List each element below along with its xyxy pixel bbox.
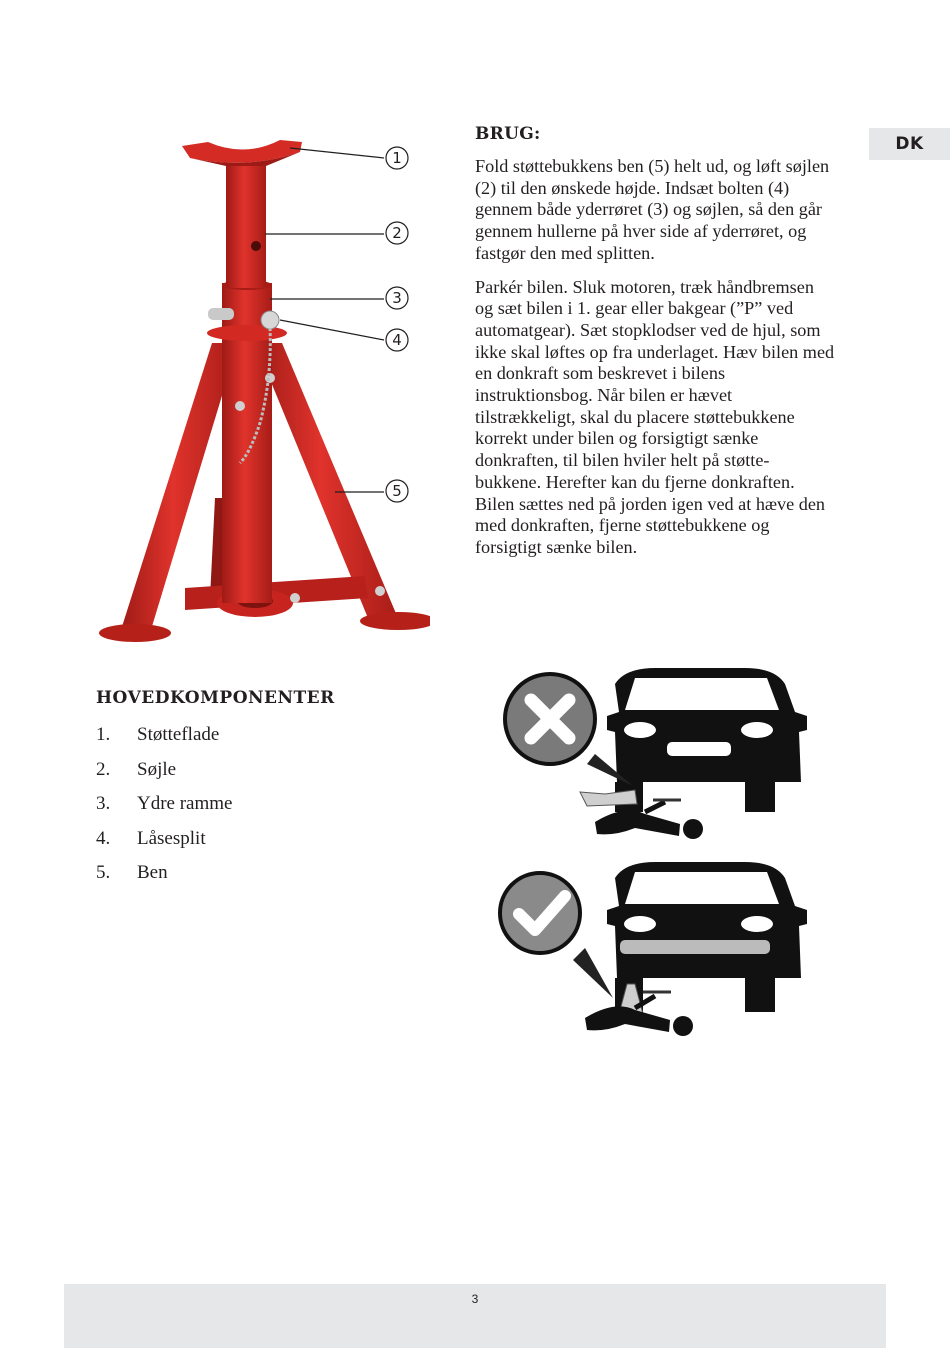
usage-section <box>475 124 835 571</box>
list-item <box>96 753 426 788</box>
list-item <box>96 822 426 857</box>
list-item-number: 1. <box>96 724 111 746</box>
language-tab: DK <box>869 128 950 160</box>
list-item-number: 3. <box>96 793 111 815</box>
usage-paragraph-2: Parkér bilen. Sluk motoren, træk håndbremsen og sæt bilen i 1. gear eller bakgear (”P” ved automatgear). Sæt stopklodser ved de hjul, som ikke skal løftes op fra underlaget. Hæv bilen med en donkraft som beskrevet i bilens instruktionsbog. Når bilen er hævet tilstrækkeligt, skal du placere støttebukkene korrekt under bilen og forsigtigt sænke donkraften, til bilen hviler helt på støtte-bukkene. Herefter kan du fjerne donkraften. Bilen sættes ned på jorden igen ved at hæve den med donkraften, fjerne støttebukkene og forsigtigt sænke bilen. <box>475 276 835 557</box>
wrong-usage-illustration <box>495 664 815 849</box>
list-item-number: 5. <box>96 862 111 884</box>
callout-2: 2 <box>392 224 402 242</box>
list-item <box>96 787 426 822</box>
callout-3: 3 <box>392 289 402 307</box>
list-item <box>96 718 426 753</box>
jack-stand-illustration <box>90 128 430 653</box>
usage-paragraph-1: Fold støttebukkens ben (5) helt ud, og løft søjlen (2) til den ønskede højde. Indsæt bolten (4) gennem både yderrøret (3) og søjlen, så den går gennem hullerne på hver side af yderrøret, og fastgør den med splitten. <box>475 156 830 263</box>
callout-5: 5 <box>392 482 402 500</box>
usage-title: BRUG: <box>475 124 541 144</box>
list-item-number: 4. <box>96 827 111 849</box>
callout-1: 1 <box>392 149 402 167</box>
list-item-label: Ben <box>137 862 168 884</box>
list-item-label: Søjle <box>137 758 177 780</box>
list-item <box>96 856 426 891</box>
list-item-label: Låsesplit <box>137 827 206 849</box>
correct-usage-illustration <box>495 858 815 1043</box>
callout-4: 4 <box>392 331 402 349</box>
page-number: 3 <box>471 1292 479 1306</box>
components-title: HOVEDKOMPONENTER <box>96 688 335 708</box>
components-section <box>96 688 426 891</box>
list-item-label: Støtteflade <box>137 724 220 746</box>
page-footer <box>64 1284 886 1348</box>
list-item-number: 2. <box>96 758 111 780</box>
components-list <box>96 718 426 891</box>
list-item-label: Ydre ramme <box>137 793 233 815</box>
